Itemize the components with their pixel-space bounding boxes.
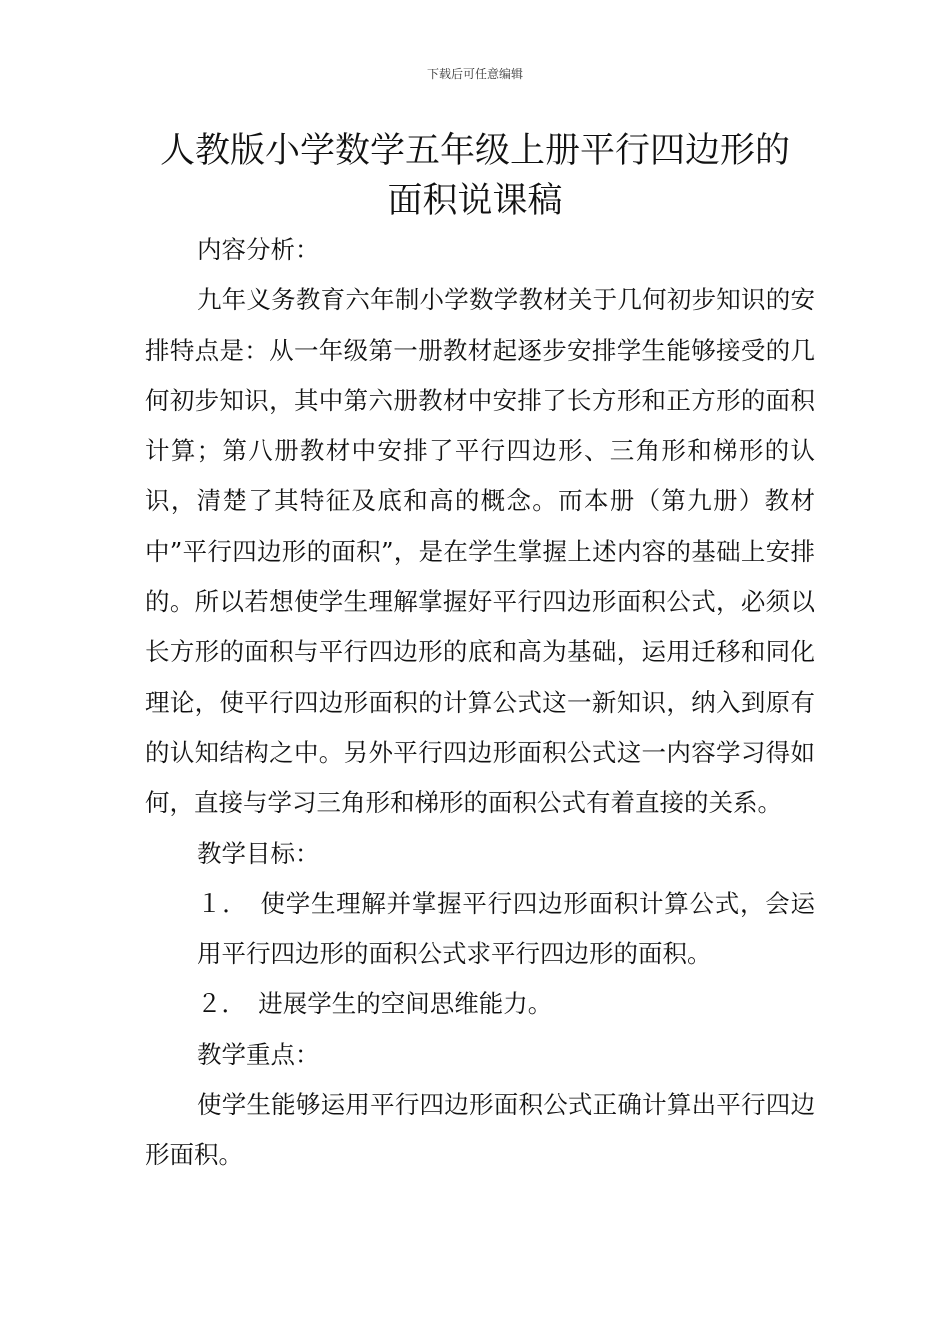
teaching-keypoint-heading: 教学重点： <box>197 1039 320 1069</box>
teaching-goals-heading: 教学目标： <box>197 838 320 868</box>
teaching-goal-1: １． 使学生理解并掌握平行四边形面积计算公式，会运用平行四边形的面积公式求平行四边形的面积。 <box>197 888 815 969</box>
content-analysis-heading: 内容分析： <box>197 235 320 264</box>
teaching-goal-2: ２． 进展学生的空间思维能力。 <box>197 989 553 1019</box>
content-analysis-paragraph: 九年义务教育六年制小学数学教材关于几何初步知识的安排特点是：从一年级第一册教材起逐步安排学生能够接受的几何初步知识，其中第六册教材中安排了长方形和正方形的面积计算；第八册教材中安排了平行四边形、三角形和梯形的认识，清楚了其特征及底和高的概念。而本册（第九册）教材中”平行四边形的面积”，是在学生掌握上述内容的基础上安排的。所以若想使学生理解掌握好平行四边形面积公式，必须以长方形的面积与平行四边形的底和高为基础，运用迁移和同化理论，使平行四边形面积的计算公式这一新知识，纳入到原有的认知结构之中。另外平行四边形面积公式这一内容学习得如何，直接与学习三角形和梯形的面积公式有着直接的关系。 <box>145 285 815 818</box>
title-line-2: 面积说课稿 <box>387 181 563 221</box>
title-line-1: 人教版小学数学五年级上册平行四边形的 <box>159 131 790 171</box>
document-body <box>145 225 815 1181</box>
header-note: 下载后可任意编辑 <box>426 67 523 81</box>
teaching-keypoint-paragraph: 使学生能够运用平行四边形面积公式正确计算出平行四边形面积。 <box>145 1090 815 1170</box>
document-title <box>100 126 850 226</box>
